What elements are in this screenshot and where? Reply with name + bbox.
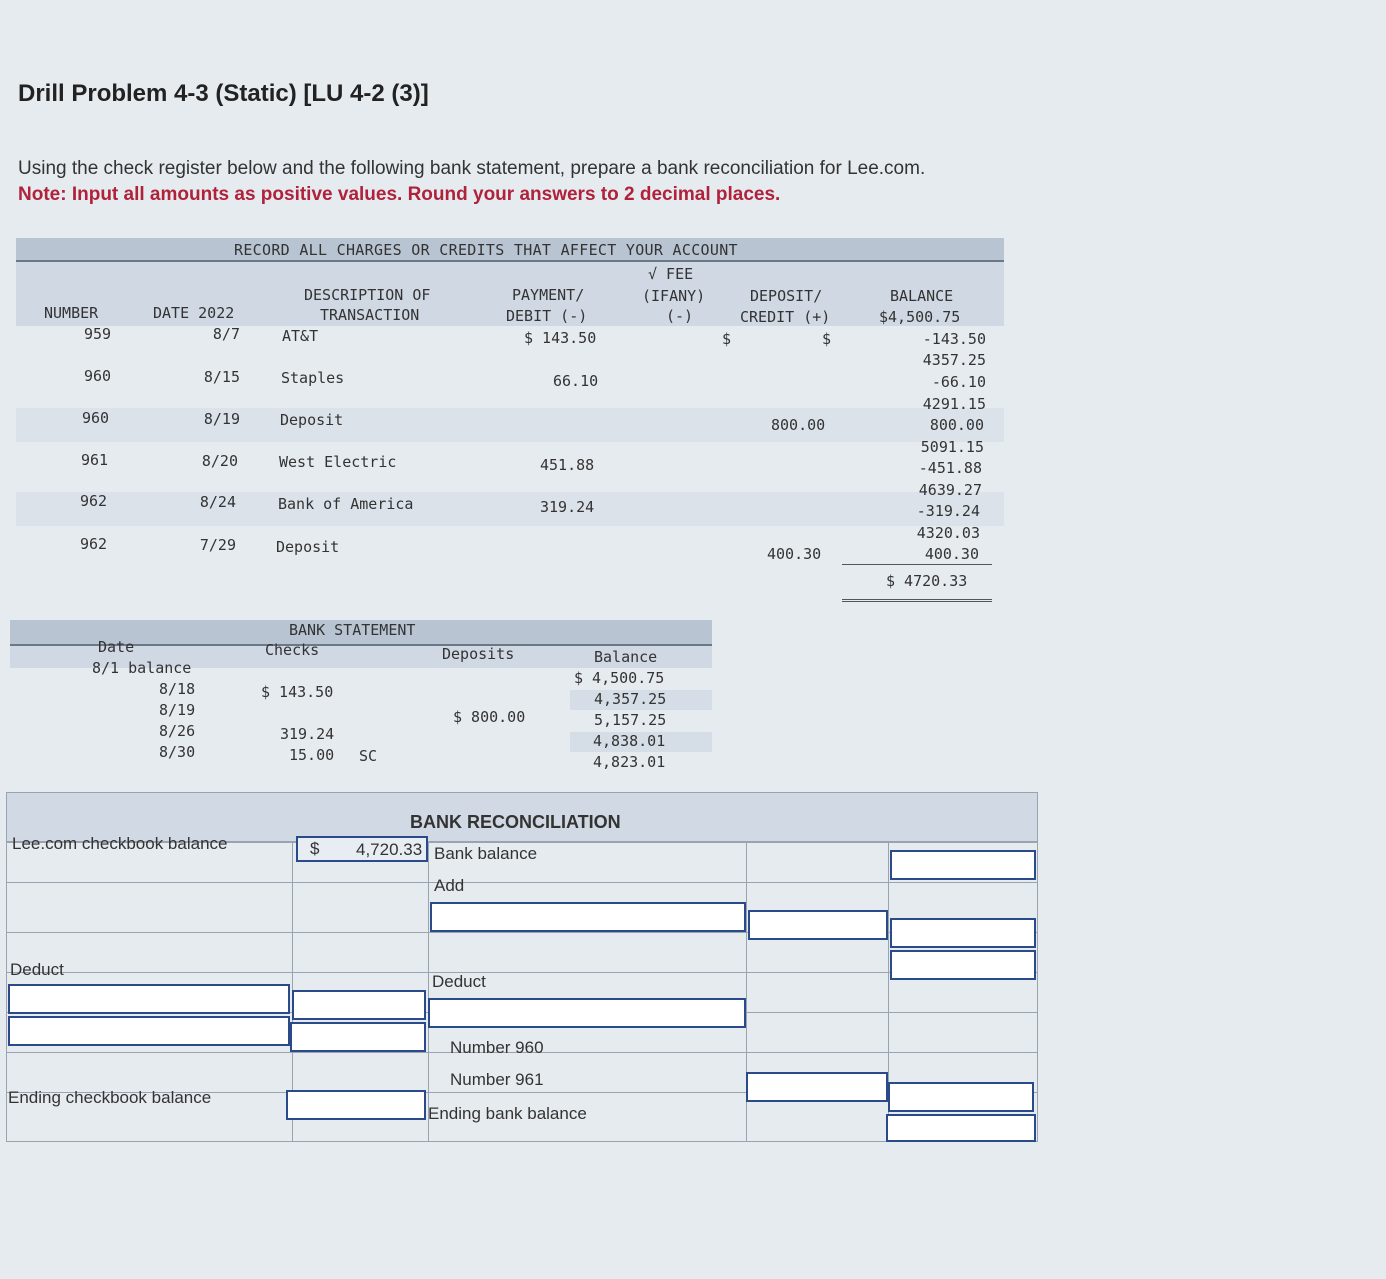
header-balance-2: $4,500.75 [879,308,961,326]
row-description: West Electric [279,453,397,471]
number-960-label: Number 960 [450,1038,544,1057]
bank-balance-input[interactable] [890,850,1036,880]
register-banner [16,238,1004,262]
ending-checkbook-balance-input[interactable] [286,1090,426,1120]
row-fee: $ [722,330,732,348]
row-balance: 4639.27 [918,481,982,499]
statement-header-deposits: Deposits [442,645,515,663]
subtotal-input[interactable] [890,950,1036,980]
header-deposit-1: DEPOSIT/ [750,287,823,305]
statement-check: $ 143.50 [261,683,334,701]
deduct-left-label: Deduct [10,960,64,979]
row-date: 8/7 [212,325,240,343]
row-change: 800.00 [929,416,984,434]
row-date: 8/20 [201,452,238,470]
statement-date: 8/26 [159,722,196,740]
row-credit: 800.00 [771,416,826,434]
instructions-note: Note: Input all amounts as positive values. Round your answers to 2 decimal places. [18,184,781,205]
statement-header-date: Date [98,638,135,656]
row-date: 8/24 [199,493,236,511]
recon-row-line [6,972,1038,973]
add-description-input[interactable] [430,902,746,932]
row-date: 7/29 [199,536,236,554]
statement-deposit: $ 800.00 [453,708,526,726]
header-fee-1: √ FEE [648,265,694,283]
statement-balance: $ 4,500.75 [574,669,665,687]
deduct-left-amount-input-2[interactable] [290,1022,426,1052]
row-number: 962 [80,492,108,510]
row-number: 961 [81,451,109,469]
row-number: 960 [82,409,110,427]
instructions [18,156,925,208]
header-fee-3: (-) [666,307,694,325]
header-balance-1: BALANCE [890,287,954,305]
number-961-amount-input[interactable] [746,1072,888,1102]
statement-check: 319.24 [280,725,335,743]
statement-balance: 4,838.01 [593,732,666,750]
header-date: DATE 2022 [153,304,235,322]
bank-reconciliation [6,792,1038,1142]
deduct-right-label: Deduct [432,972,486,991]
register-final-balance: $ 4720.33 [886,572,968,590]
statement-header-balance: Balance [594,648,658,666]
header-payment-1: PAYMENT/ [512,286,585,304]
deduct-left-description-input-1[interactable] [8,984,290,1014]
deduct-left-amount-input-1[interactable] [292,990,426,1020]
statement-balance: 4,823.01 [593,753,666,771]
number-961-label: Number 961 [450,1070,544,1089]
row-balance: 4320.03 [916,524,980,542]
page-title: Drill Problem 4-3 (Static) [LU 4-2 (3)] [18,80,429,107]
row-date: 8/19 [203,410,240,428]
statement-title: BANK STATEMENT [289,621,416,639]
header-deposit-2: CREDIT (+) [740,308,831,326]
row-number: 959 [84,325,112,343]
bank-balance-label: Bank balance [434,844,538,863]
bank-statement [10,620,712,780]
statement-header-checks: Checks [265,641,320,659]
check-register [16,238,1004,598]
row-debit: 66.10 [553,372,599,390]
checkbook-balance-currency: $ [310,839,320,858]
statement-date: 8/30 [159,743,196,761]
statement-service-charge: SC [359,747,378,765]
register-stripe [16,492,1004,526]
add-amount-input[interactable] [748,910,888,940]
ending-checkbook-balance-label: Ending checkbook balance [8,1088,212,1107]
row-debit: 451.88 [540,456,595,474]
row-number: 960 [84,367,112,385]
header-number: NUMBER [44,304,99,322]
row-description: Bank of America [278,495,414,513]
row-description: Deposit [276,538,340,556]
row-balance: 4357.25 [922,351,986,369]
row-debit: $ 143.50 [524,329,597,347]
row-change: -319.24 [916,502,980,520]
row-change: -143.50 [922,330,986,348]
recon-row-line [6,882,1038,883]
deduct-right-description-input[interactable] [428,998,746,1028]
statement-date: 8/1 balance [92,659,192,677]
recon-caption: BANK RECONCILIATION [410,812,621,832]
header-description-2: TRANSACTION [320,306,420,324]
add-subtotal-input[interactable] [890,918,1036,948]
row-description: AT&T [282,327,319,345]
header-payment-2: DEBIT (-) [506,307,588,325]
register-stripe [16,408,1004,442]
row-credit: 400.30 [767,545,822,563]
row-description: Deposit [280,411,344,429]
statement-check: 15.00 [289,746,335,764]
checkbook-balance-value: 4,720.33 [356,840,423,859]
add-label: Add [434,876,465,895]
header-fee-2: (IFANY) [642,287,706,305]
recon-col-line [428,842,429,1142]
statement-date: 8/19 [159,701,196,719]
row-number: 962 [80,535,108,553]
outstanding-total-input[interactable] [888,1082,1034,1112]
row-balance: 4291.15 [922,395,986,413]
checkbook-balance-label: Lee.com checkbook balance [12,834,228,853]
ending-bank-balance-label: Ending bank balance [428,1104,587,1123]
row-change: -66.10 [931,373,986,391]
statement-date: 8/18 [159,680,196,698]
instructions-text: Using the check register below and the following bank statement, prepare a bank reconciliation for Lee.com. [18,158,926,179]
row-description: Staples [281,369,345,387]
row-debit: 319.24 [540,498,595,516]
deduct-left-description-input-2[interactable] [8,1016,290,1046]
statement-balance: 4,357.25 [594,690,667,708]
row-date: 8/15 [203,368,240,386]
row-change: -451.88 [918,459,982,477]
statement-balance: 5,157.25 [594,711,667,729]
register-banner-text: RECORD ALL CHARGES OR CREDITS THAT AFFECT YOUR ACCOUNT [234,241,738,259]
header-description-1: DESCRIPTION OF [304,286,431,304]
row-balance: 5091.15 [920,438,984,456]
ending-bank-balance-input[interactable] [886,1114,1036,1142]
row-change: 400.30 [924,545,979,563]
row-credit: $ [822,330,832,348]
